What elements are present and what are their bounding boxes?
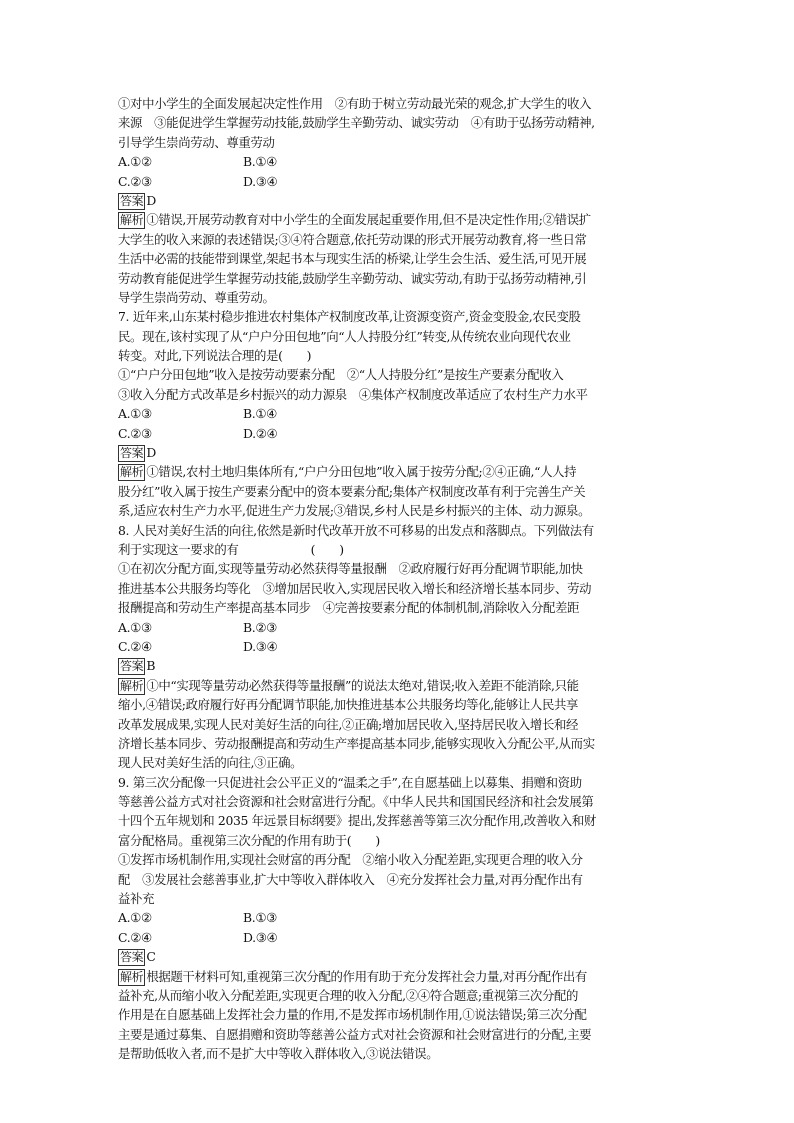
question-text: ①在初次分配方面,实现等量劳动必然获得等量报酬 ②政府履行好再分配调节职能,加快 (118, 561, 583, 577)
options-row (118, 404, 674, 423)
answer-line (118, 656, 674, 675)
question-text: ①对中小学生的全面发展起决定性作用 ②有助于树立劳动最光荣的观念,扩大学生的收入 (118, 96, 592, 111)
option-b: B.①④ (243, 406, 277, 422)
options-row (118, 424, 674, 443)
question-text: 益补充 (118, 891, 155, 907)
analysis-text: 生活中必需的技能带到课堂,架起书本与现实生活的桥梁,让学生会生活、爱生活,可见开展 (118, 251, 587, 267)
analysis-text: 股分红”收入属于按生产要素分配中的资本要素分配;集体产权制度改革有利于完善生产关 (118, 483, 586, 499)
analysis-tag: 解析 (120, 678, 144, 693)
analysis-line (118, 676, 674, 695)
option-c: C.②③ (118, 425, 152, 441)
options-row (118, 637, 674, 656)
question-text: 7. 近年来,山东某村稳步推进农村集体产权制度改革,让资源变资产,资金变股金,农民变股 (118, 309, 581, 325)
analysis-line (118, 210, 674, 229)
analysis-text: 作用是在自愿基础上发挥社会力量的作用,不是发挥市场机制作用,①说法错误;第三次分配 (118, 1007, 587, 1023)
option-d: D.③④ (243, 929, 278, 945)
analysis-text: 系,适应农村生产力水平,促进生产力发展;③错误,乡村人民是乡村振兴的主体、动力源泉。 (118, 503, 591, 519)
analysis-text: ①错误,开展劳动教育对中小学生的全面发展起重要作用,但不是决定性作用;②错误扩 (146, 212, 591, 228)
analysis-line (118, 462, 674, 481)
question-text: 8. 人民对美好生活的向往,依然是新时代改革开放不可移易的出发点和落脚点。下列做法有 (118, 522, 594, 538)
analysis-text: 益补充,从而缩小收入分配差距,实现更合理的收入分配,②④符合题意;重视第三次分配的 (118, 987, 579, 1003)
analysis-text: ①中“实现等量劳动必然获得等量报酬”的说法太绝对,错误;收入差距不能消除,只能 (146, 677, 579, 693)
options-row (118, 152, 674, 171)
option-d: D.③④ (243, 173, 278, 189)
option-d: D.②④ (243, 425, 278, 441)
answer-value: D (146, 445, 156, 461)
question-text: 配 ③发展社会慈善事业,扩大中等收入群体收入 ④充分发挥社会力量,对再分配作出有 (118, 871, 583, 887)
answer-tag: 答案 (120, 446, 144, 461)
analysis-text: 根据题干材料可知,重视第三次分配的作用有助于充分发挥社会力量,对再分配作出有 (146, 968, 587, 984)
option-d: D.③④ (243, 638, 278, 654)
option-a: A.①② (118, 910, 152, 926)
document-page (118, 94, 674, 1064)
option-a: A.①③ (118, 406, 152, 422)
option-a: A.①③ (118, 619, 152, 635)
question-text: 9. 第三次分配像一只促进社会公平正义的“温柔之手”,在自愿基础上以募集、捐赠和资助 (118, 774, 582, 790)
answer-line (118, 443, 674, 462)
question-text: 引导学生崇尚劳动、尊重劳动 (118, 134, 275, 150)
question-text: 推进基本公共服务均等化 ③增加居民收入,实现居民收入增长和经济增长基本同步、劳动 (118, 580, 592, 596)
analysis-text: 是帮助低收入者,而不是扩大中等收入群体收入,③说法错误。 (118, 1046, 439, 1062)
question-text: 报酬提高和劳动生产率提高基本同步 ④完善按要素分配的体制机制,消除收入分配差距 (118, 600, 580, 616)
question-6 (118, 94, 674, 307)
analysis-text: 济增长基本同步、劳动报酬提高和劳动生产率提高基本同步,能够实现收入分配公平,从而实 (118, 735, 595, 751)
option-c: C.②④ (118, 929, 152, 945)
answer-value: C (146, 949, 156, 965)
question-8 (118, 521, 674, 773)
answer-tag: 答案 (120, 950, 144, 965)
options-row (118, 928, 674, 947)
analysis-tag: 解析 (120, 213, 144, 228)
question-text: ③收入分配方式改革是乡村振兴的动力源泉 ④集体产权制度改革适应了农村生产力水平 (118, 386, 588, 402)
option-c: C.②③ (118, 173, 152, 189)
answer-tag: 答案 (120, 193, 144, 208)
analysis-text: 现人民对美好生活的向往,③正确。 (118, 755, 303, 771)
question-7 (118, 307, 674, 520)
analysis-text: 改革发展成果,实现人民对美好生活的向往,②正确;增加居民收入,坚持居民收入增长和经 (118, 716, 579, 732)
question-text: 富分配格局。重视第三次分配的作用有助于( ) (118, 832, 380, 848)
options-row (118, 908, 674, 927)
analysis-text: 导学生崇尚劳动、尊重劳动。 (118, 289, 275, 305)
options-row (118, 172, 674, 191)
question-text: ①“户户分田包地”收入是按劳动要素分配 ②“人人持股分红”是按生产要素分配收入 (118, 367, 564, 383)
answer-value: D (146, 192, 156, 208)
question-text: 利于实现这一要求的有 ( ) (118, 541, 344, 557)
analysis-tag: 解析 (120, 465, 144, 480)
analysis-text: 劳动教育能促进学生掌握劳动技能,鼓励学生辛勤劳动、诚实劳动,有助于弘扬劳动精神,引 (118, 270, 587, 286)
options-row (118, 618, 674, 637)
analysis-text: 主要是通过募集、自愿捐赠和资助等慈善公益方式对社会资源和社会财富进行的分配,主要 (118, 1026, 592, 1042)
option-a: A.①② (118, 154, 152, 170)
question-text: 转变。对此,下列说法合理的是( ) (118, 348, 312, 364)
answer-value: B (146, 658, 156, 674)
analysis-text: ①错误,农村土地归集体所有,“户户分田包地”收入属于按劳分配;②④正确,“人人持 (146, 464, 577, 480)
question-9 (118, 773, 674, 1064)
option-b: B.②③ (243, 619, 277, 635)
answer-tag: 答案 (120, 659, 144, 674)
option-c: C.②④ (118, 638, 152, 654)
analysis-text: 大学生的收入来源的表述错误;③④符合题意,依托劳动课的形式开展劳动教育,将一些日常 (118, 231, 587, 247)
answer-line (118, 947, 674, 966)
analysis-line (118, 967, 674, 986)
question-text: 等慈善公益方式对社会资源和社会财富进行分配。《中华人民共和国国民经济和社会发展第 (118, 794, 594, 810)
option-b: B.①③ (243, 910, 277, 926)
analysis-tag: 解析 (120, 969, 144, 984)
question-text: 民。现在,该村实现了从“户户分田包地”向“人人持股分红”转变,从传统农业向现代农业 (118, 328, 571, 344)
analysis-text: 缩小,④错误;政府履行好再分配调节职能,加快推进基本公共服务均等化,能够让人民共享 (118, 697, 579, 713)
question-text: 十四个五年规划和 2035 年远景目标纲要》提出,发挥慈善等第三次分配作用,改善收入和财 (118, 813, 596, 829)
question-text: 来源 ③能促进学生掌握劳动技能,鼓励学生辛勤劳动、诚实劳动 ④有助于弘扬劳动精神, (118, 115, 595, 131)
option-b: B.①④ (243, 154, 277, 170)
answer-line (118, 191, 674, 210)
question-text: ①发挥市场机制作用,实现社会财富的再分配 ②缩小收入分配差距,实现更合理的收入分 (118, 852, 583, 868)
